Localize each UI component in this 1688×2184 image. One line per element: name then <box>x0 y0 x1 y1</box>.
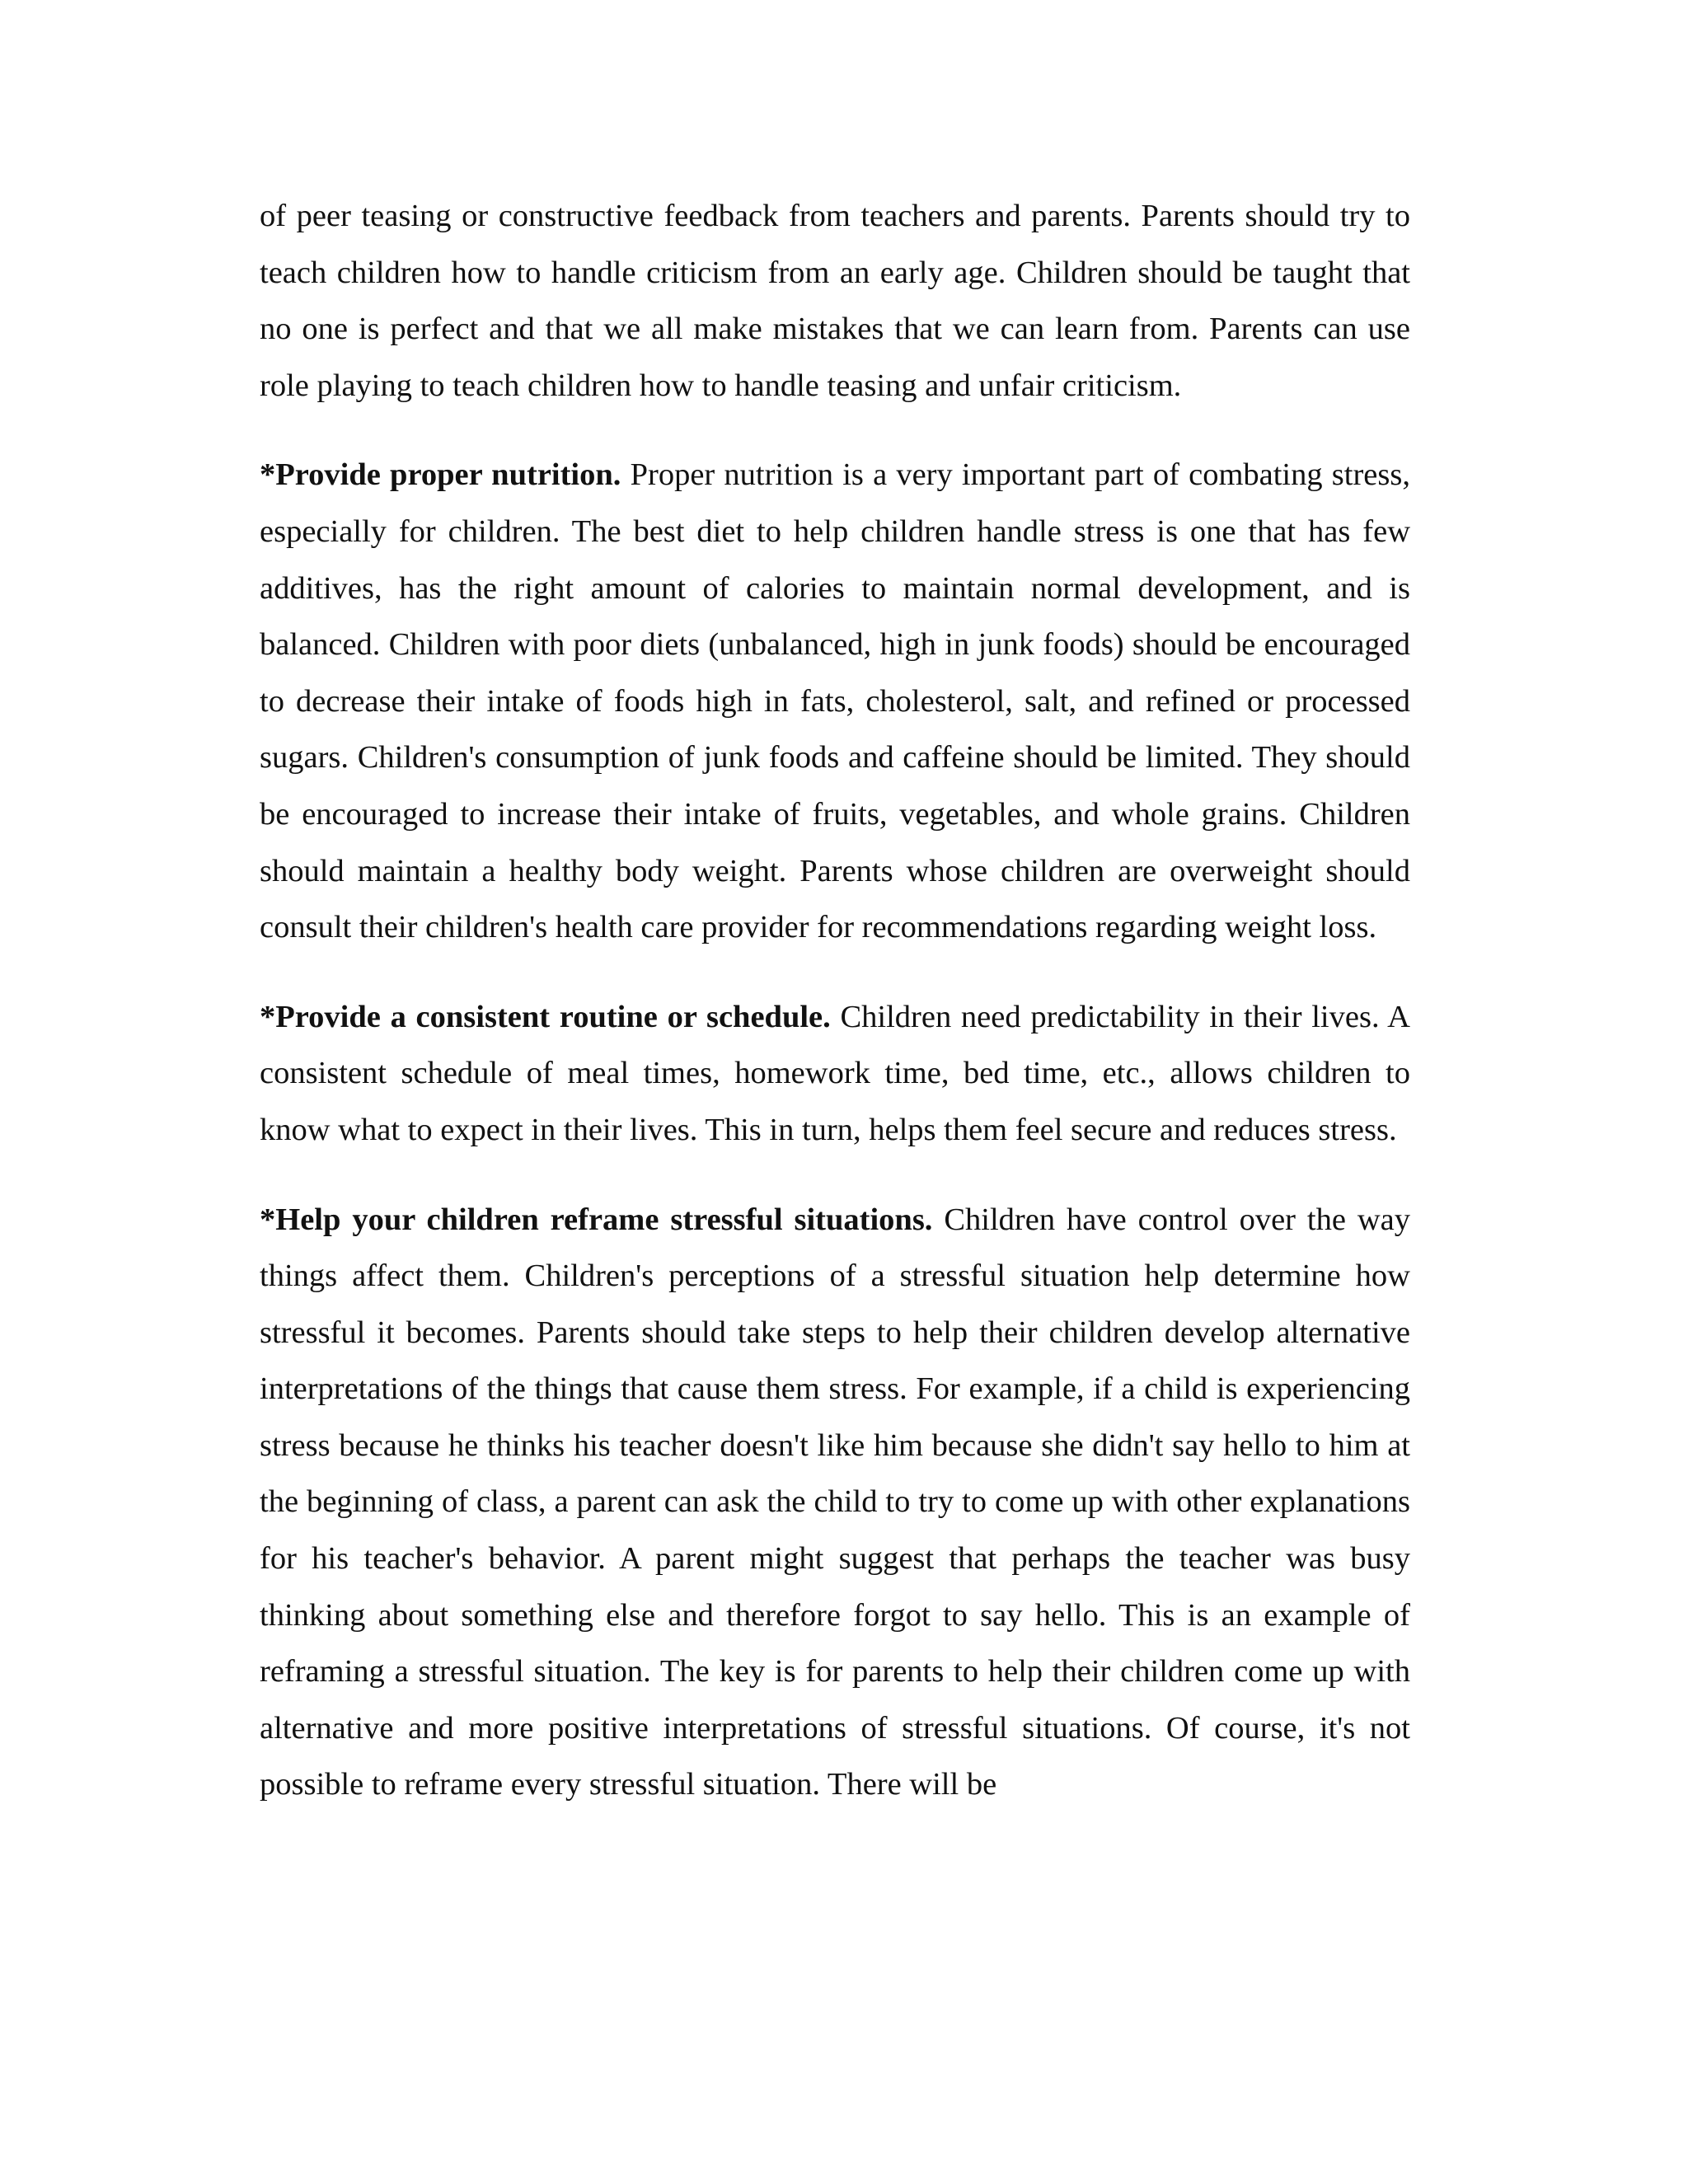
paragraph-reframe <box>260 1192 1410 1814</box>
paragraph-lead-routine: *Provide a consistent routine or schedule. <box>260 999 831 1034</box>
paragraph-criticism-continuation <box>260 188 1410 414</box>
paragraph-body: of peer teasing or constructive feedback from teachers and parents. Parents should try to teach children how to handle criticism from an early age. Children should be taught that no one is perfect and that we all make mistakes that we can learn from. Parents can use role playing to teach children how to handle teasing and unfair criticism. <box>260 199 1410 403</box>
paragraph-routine <box>260 989 1410 1159</box>
paragraph-nutrition <box>260 447 1410 955</box>
document-page <box>260 188 1410 1846</box>
paragraph-lead-reframe: *Help your children reframe stressful situations. <box>260 1202 933 1237</box>
paragraph-lead-nutrition: *Provide proper nutrition. <box>260 457 621 493</box>
paragraph-body-nutrition: Proper nutrition is a very important part of combating stress, especially for children. The best diet to help children handle stress is one that has few additives, has the right amount of calories to maintain normal development, and is balanced. Children with poor diets (unbalanced, high in junk foods) should be encouraged to decrease their intake of foods high in fats, cholesterol, salt, and refined or processed sugars. Children's consumption of junk foods and caffeine should be limited. They should be encouraged to increase their intake of fruits, vegetables, and whole grains. Children should maintain a healthy body weight. Parents whose children are overweight should consult their children's health care provider for recommendations regarding weight loss. <box>260 457 1410 945</box>
paragraph-body-reframe: Children have control over the way things affect them. Children's perceptions of a stressful situation help determine how stressful it becomes. Parents should take steps to help their children develop alternative interpretations of the things that cause them stress. For example, if a child is experiencing stress because he thinks his teacher doesn't like him because she didn't say hello to him at the beginning of class, a parent can ask the child to try to come up with other explanations for his teacher's behavior. A parent might suggest that perhaps the teacher was busy thinking about something else and therefore forgot to say hello. This is an example of reframing a stressful situation. The key is for parents to help their children come up with alternative and more positive interpretations of stressful situations. Of course, it's not possible to reframe every stressful situation. There will be <box>260 1202 1411 1802</box>
paragraph-body-routine: Children need predictability in their lives. A consistent schedule of meal times, homework time, bed time, etc., allows children to know what to expect in their lives. This in turn, helps them feel secure and reduces stress. <box>260 999 1410 1147</box>
